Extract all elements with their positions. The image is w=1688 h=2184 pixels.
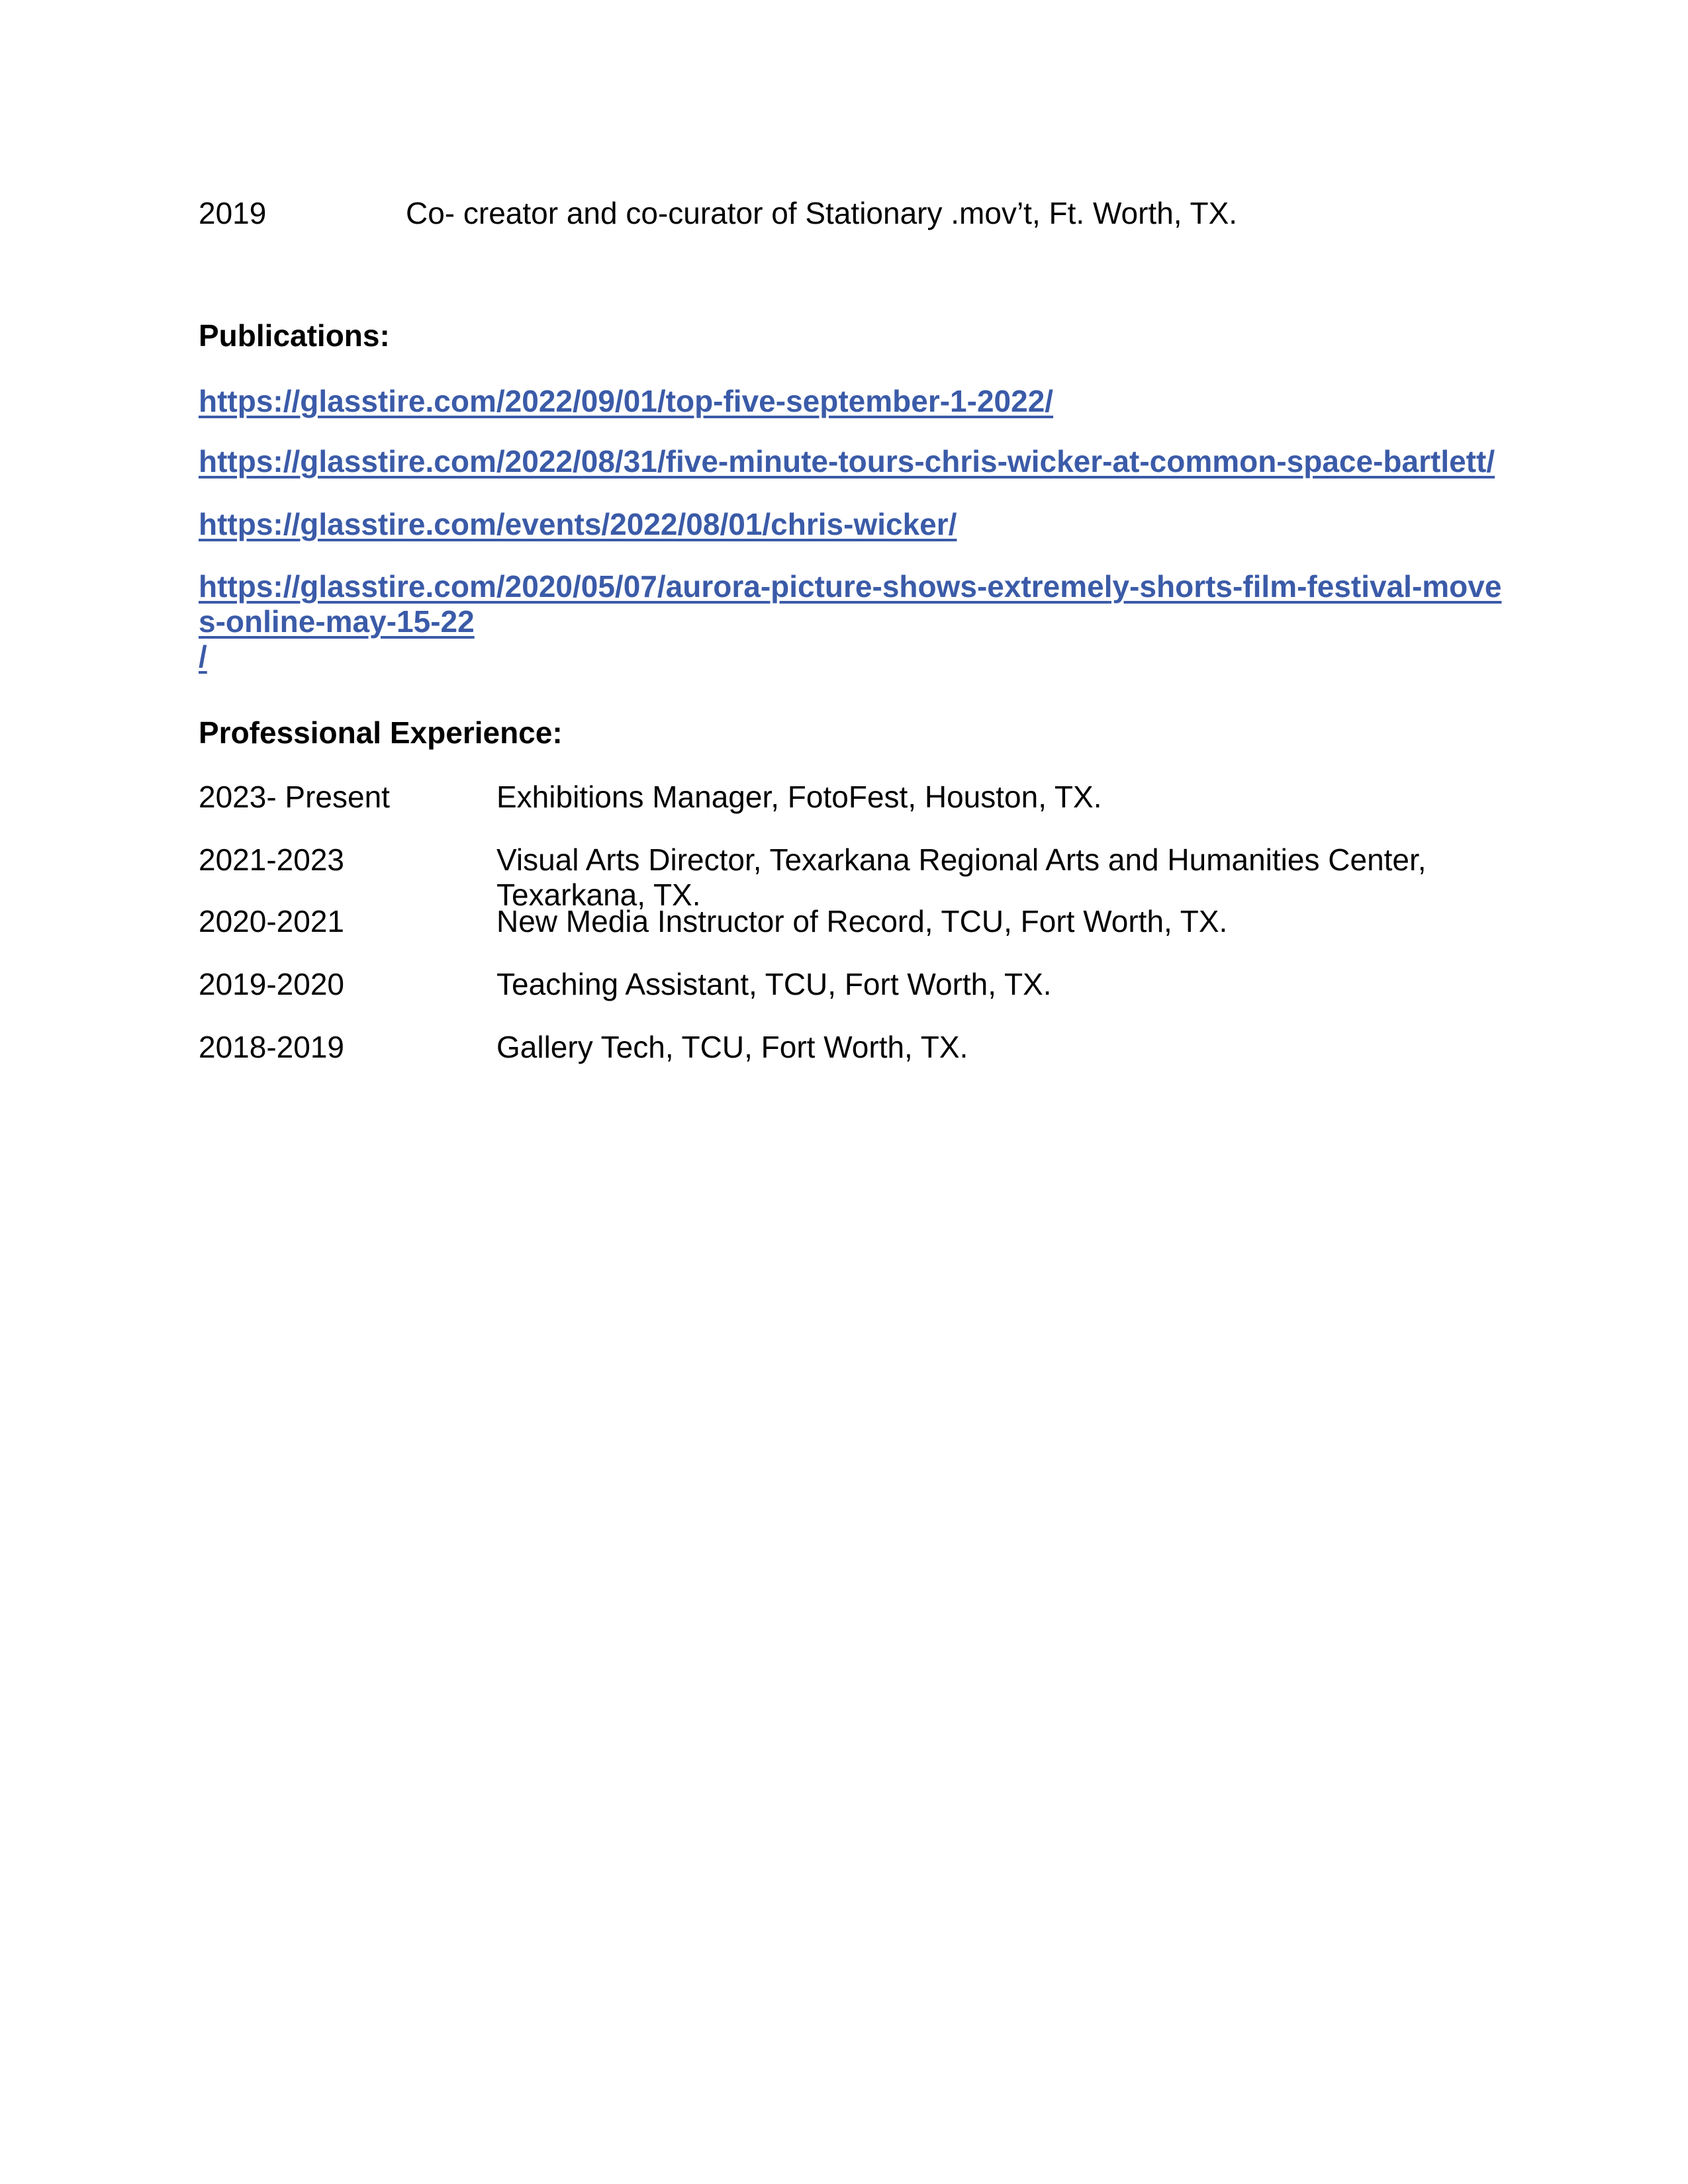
experience-period: 2018-2019 [199, 1030, 344, 1064]
experience-description: Exhibitions Manager, FotoFest, Houston, TX. [496, 780, 1102, 814]
publications-heading: Publications: [199, 318, 390, 353]
experience-row-2 [199, 842, 1506, 913]
publication-link-3[interactable]: https://glasstire.com/events/2022/08/01/chris-wicker/ [199, 507, 957, 541]
top-entry-row [199, 196, 1506, 231]
experience-period: 2019-2020 [199, 967, 344, 1001]
publication-entry-4 [199, 569, 1506, 674]
publication-entry-3 [199, 507, 1506, 542]
experience-row-4 [199, 967, 1506, 1002]
publication-link-2[interactable]: https://glasstire.com/2022/08/31/five-minute-tours-chris-wicker-at-common-space-bartlett/ [199, 444, 1495, 478]
experience-row-3 [199, 904, 1506, 939]
experience-description: Visual Arts Director, Texarkana Regional Arts and Humanities Center, Texarkana, TX. [496, 842, 1427, 912]
experience-period: 2021-2023 [199, 842, 344, 877]
top-entry-year: 2019 [199, 196, 267, 230]
experience-description: Teaching Assistant, TCU, Fort Worth, TX. [496, 967, 1052, 1001]
publication-link-1[interactable]: https://glasstire.com/2022/09/01/top-five-september-1-2022/ [199, 384, 1054, 418]
experience-period: 2020-2021 [199, 904, 344, 938]
experience-description: Gallery Tech, TCU, Fort Worth, TX. [496, 1030, 968, 1064]
experience-row-1 [199, 780, 1506, 815]
experience-heading: Professional Experience: [199, 715, 563, 750]
experience-row-5 [199, 1030, 1506, 1065]
top-entry-description: Co- creator and co-curator of Stationary .mov’t, Ft. Worth, TX. [406, 196, 1238, 230]
experience-period: 2023- Present [199, 780, 390, 814]
publication-link-4-line-1: https://glasstire.com/2020/05/07/aurora-picture-shows-extremely-shorts-film-festival-moves-online-may-15-22 [199, 569, 1502, 639]
experience-description: New Media Instructor of Record, TCU, Fort Worth, TX. [496, 904, 1228, 938]
publication-entry-1 [199, 384, 1506, 419]
publication-link-4-line-2: / [199, 639, 207, 674]
publication-entry-2 [199, 444, 1506, 479]
publication-link-4[interactable] [199, 569, 1501, 674]
